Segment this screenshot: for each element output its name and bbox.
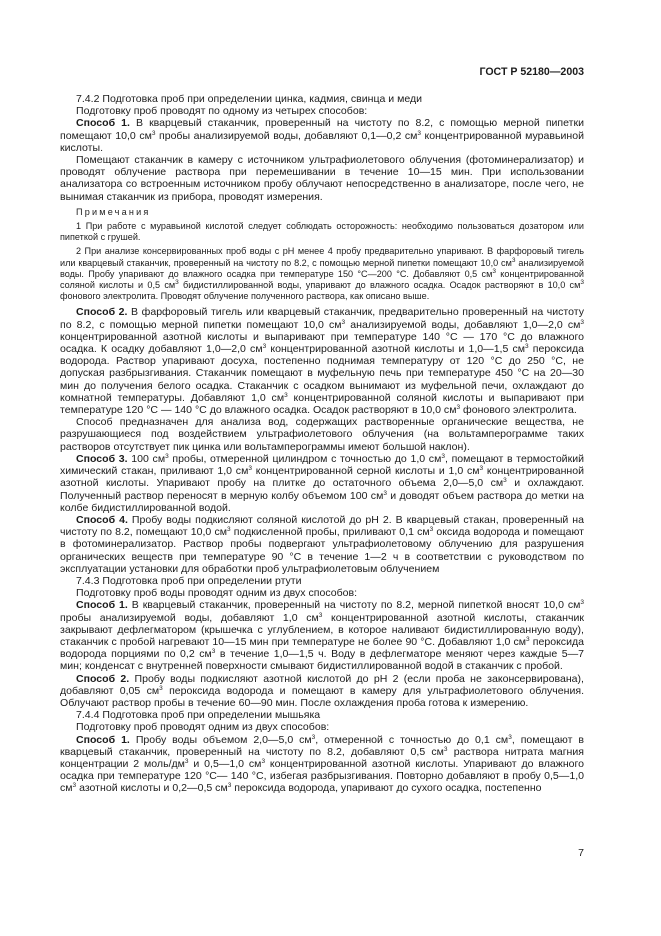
- method-label: Способ 1.: [76, 117, 130, 130]
- method-paragraph: Способ 4. Пробу воды подкисляют соляной кислотой до pH 2. В кварцевый стакан, проверенный на чистоту по 8.2, помещают 10,0 $см^3$ подкисленной пробы, приливают 0,1 $см^3$ оксида водорода и помещают в фотоминерализатор. Раствор пробы подвергают ультрафиолетовому облучению для разрушения органических веществ при температуре 90 °С в течение 1—2 ч в соответствии с руководством по эксплуатации установки для обработки проб ультрафиолетовым облучением: [60, 513, 584, 575]
- method-label: Способ 2.: [76, 306, 128, 319]
- section-title-7-4-4: 7.4.4 Подготовка проб при определении мышьяка: [76, 709, 321, 722]
- paragraph: Подготовку проб проводят одним из двух способов:: [76, 721, 330, 734]
- paragraph: Подготовку проб воды проводят одним из двух способов:: [76, 587, 358, 600]
- method-label: Способ 1.: [76, 733, 130, 746]
- method-paragraph: Способ 1. В кварцевый стаканчик, проверенный на чистоту по 8.2, с помощью мерной пипетки помещают 10,0 $см^3$ пробы анализируемой воды, добавляют 0,1—0,2 $см^3$ концентрированной муравьиной кислоты.: [60, 117, 584, 154]
- method-label: Способ 1.: [76, 599, 128, 612]
- method-paragraph: Способ 1. Пробу воды объемом 2,0—5,0 $см^3$, отмеренной с точностью до 0,1 $см^3$, помещают в кварцевый стаканчик, проверенный на чистоту по 8.2, добавляют 0,5 $см^3$ раствора нитрата магния концентрации 2 моль/$дм^3$ и 0,5—1,0 $см^3$ концентрированной азотной кислоты. Упаривают до влажного осадка при температуре 120 °С— 140 °С, избегая разбрызгивания. Повторно добавляют в пробу 0,5—1,0 $см^3$ азотной кислоты и 0,2—0,5 $см^3$ пероксида водорода, упаривают до сухого осадка, постепенно: [60, 733, 584, 795]
- method-paragraph: Способ 2. Пробу воды подкисляют азотной кислотой до pH 2 (если проба не законсервирована), добавляют 0,05 $см^3$ пероксида водорода и помещают в камеру для ультрафиолетового облучения. Облучают раствор пробы в течение 60—90 мин. После охлаждения проба готова к измерению.: [60, 672, 584, 709]
- method-label: Способ 2.: [76, 672, 130, 685]
- note-1: 1 При работе с муравьиной кислотой следует соблюдать осторожность: необходимо пользоваться дозатором или пипеткой с грушей.: [60, 221, 584, 243]
- method-paragraph: Способ 2. В фарфоровый тигель или кварцевый стаканчик, предварительно проверенный на чистоту по 8.2, с помощью мерной пипетки помещают 10,0 $см^3$ анализируемой воды, добавляют 1,0—2,0 $см^3$ концентрированной азотной кислоты и выпаривают при температуре 140 °С — 170 °С до влажного осадка. К осадку добавляют 1,0—2,0 $см^3$ концентрированной азотной кислоты и 1,0—1,5 $см^3$ пероксида водорода. Раствор упаривают досуха, постепенно поднимая температуру от 120 °С до 250 °С, не допуская разбрызгивания. Стаканчик помещают в муфельную печь при температуре 450 °С на 20—30 мин до получения белого осадка. Стаканчик с осадком вынимают из муфельной печи, охлаждают до комнатной температуры. Добавляют 1,0 $см^3$ концентрированной соляной кислоты и выпаривают при температуре 120 °С — 140 °С до влажного осадка. Осадок растворяют в 10,0 $см^3$ фонового электролита.: [60, 306, 584, 417]
- method-label: Способ 4.: [76, 513, 128, 526]
- method-label: Способ 3.: [76, 452, 128, 465]
- document-body: [60, 93, 584, 795]
- paragraph: Подготовку проб проводят по одному из четырех способов:: [76, 105, 368, 118]
- paragraph: Помещают стаканчик в камеру с источником ультрафиолетового облучения (фотоминерализатор) и проводят облучение раствора при перемешивании в течение 10—15 мин. При использовании анализатора со встроенным источником пробу облучают непосредственно в анализаторе, после чего, не вынимая стаканчик из прибора, проводят измерения.: [60, 154, 584, 203]
- paragraph: Способ предназначен для анализа вод, содержащих растворенные органические вещества, не разрушающиеся под воздействием ультрафиолетового облучения (на вольтамперограмме таких растворов отсутствует пик цинка или вольтамперограммы имеют большой наклон).: [60, 416, 584, 453]
- notes-title: Примечания: [76, 206, 151, 217]
- section-title-7-4-3: 7.4.3 Подготовка проб при определении ртути: [76, 574, 302, 587]
- method-paragraph: Способ 1. В кварцевый стаканчик, проверенный на чистоту по 8.2, мерной пипеткой вносят 10,0 $см^3$ пробы анализируемой воды, добавляют 1,0 $см^3$ концентрированной азотной кислоты, стаканчик закрывают дефлегматором (крышечка с углублением, в которое наливают бидистиллированную воду), стаканчик с пробой нагревают 10—15 мин при температуре не более 90 °С. Добавляют 1,0 $см^3$ пероксида водорода порциями по 0,2 $см^3$ в течение 1,0—1,5 ч. Воду в дефлегматоре меняют через каждые 5—7 мин; конденсат с внутренней поверхности смывают бидистиллированной водой в стаканчик с пробой.: [60, 599, 584, 673]
- page-number: 7: [578, 847, 584, 859]
- method-paragraph: Способ 3. 100 $см^3$ пробы, отмеренной цилиндром с точностью до 1,0 $см^3$, помещают в термостойкий химический стакан, приливают 1,0 $см^3$ концентрированной серной кислоты и 1,0 $см^3$ концентрированной азотной кислоты. Упаривают пробу на плитке до остаточного объема 2,0—5,0 $см^3$ и охлаждают. Полученный раствор переносят в мерную колбу объемом 100 $см^3$ и доводят объем раствора до метки на колбе бидистиллированной водой.: [60, 452, 585, 514]
- section-title-7-4-2: 7.4.2 Подготовка проб при определении цинка, кадмия, свинца и меди: [76, 93, 423, 105]
- note-2: 2 При анализе консервированных проб воды с pH менее 4 пробу предварительно упаривают. В фарфоровый тигель или кварцевый стаканчик, проверенный на чистоту по 8.2, с помощью мерной пипетки помещают 10,0 $см^3$ анализируемой воды. Пробу упаривают до влажного осадка при температуре 150 °С—200 °С. Добавляют 0,5 $см^3$ концентрированной соляной кислоты и 0,5 $см^3$ бидистиллированной воды, упаривают до влажного осадка. Осадок растворяют в 10,0 $см^3$ фонового электролита. Проводят облучение полученного раствора, как описано выше.: [60, 246, 584, 302]
- document-number: ГОСТ Р 52180—2003: [479, 66, 584, 78]
